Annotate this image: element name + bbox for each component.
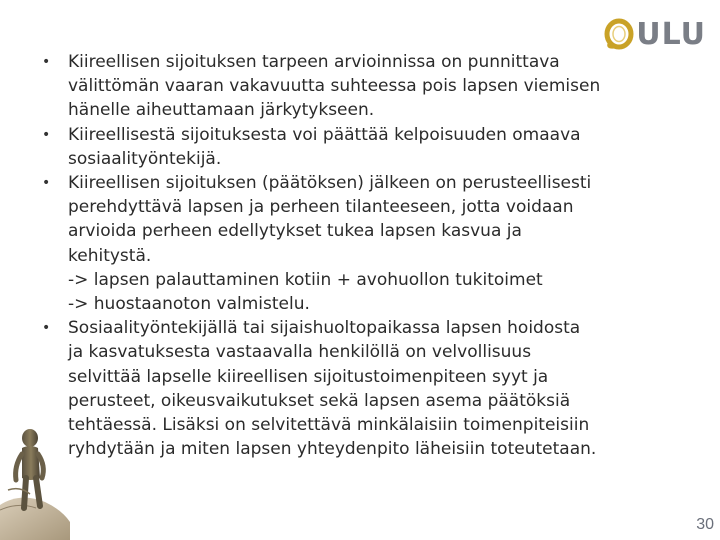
bullet-text-line: sosiaalityöntekijä. [68,148,222,169]
bullet-list [42,50,702,461]
bullet-text-line: kehitystä. [68,245,152,266]
bullet-item [42,123,702,171]
bullet-item [42,50,702,123]
bullet-text-line: Kiireellisestä sijoituksesta voi päättää kelpoisuuden omaava [68,124,581,145]
bullet-dot-icon: • [42,54,51,70]
page-number: 30 [696,516,714,533]
oulu-logo-o-icon [604,18,634,50]
bullet-item [42,316,702,461]
bullet-dot-icon: • [42,126,51,143]
bullet-text-line: selvittää lapselle kiireellisen sijoitustoimenpiteen syyt ja [68,366,549,387]
bullet-text-line: Kiireellisen sijoituksen (päätöksen) jälkeen on perusteellisesti [68,173,592,194]
bullet-text-line: perusteet, oikeusvaikutukset sekä lapsen asema päätöksiä [68,390,571,411]
bullet-text-line: -> huostaanoton valmistelu. [68,294,310,315]
bullet-text-line: Kiireellisen sijoituksen tarpeen arvioinnissa on punnittava [68,52,560,72]
bullet-dot-icon: • [42,175,51,192]
bullet-text-line: välittömän vaaran vakavuutta suhteessa pois lapsen viemisen [68,76,601,97]
bullet-item [42,171,702,316]
bullet-text-line: ryhdytään ja miten lapsen yhteydenpito läheisiin toteutetaan. [68,439,597,460]
bullet-text-line: tehtäessä. Lisäksi on selvitettävä minkälaisiin toimenpiteisiin [68,415,590,436]
bullet-dot-icon: • [42,320,51,337]
oulu-logo [604,14,706,54]
bullet-text-line: perehdyttävä lapsen ja perheen tilanteeseen, jotta voidaan [68,197,574,218]
bullet-text-line: ja kasvatuksesta vastaavalla henkilöllä on velvollisuus [68,342,532,363]
bullet-text-line: Sosiaalityöntekijällä tai sijaishuoltopaikassa lapsen hoidosta [68,318,581,339]
bullet-text-line: hänelle aiheuttamaan järkytykseen. [68,100,375,121]
oulu-logo-text: ULU [636,16,706,52]
bullet-text-line: -> lapsen palauttaminen kotiin + avohuollon tukitoimet [68,269,543,290]
statue-photo [0,410,70,540]
bullet-text-line: arvioida perheen edellytykset tukea lapsen kasvua ja [68,221,522,242]
